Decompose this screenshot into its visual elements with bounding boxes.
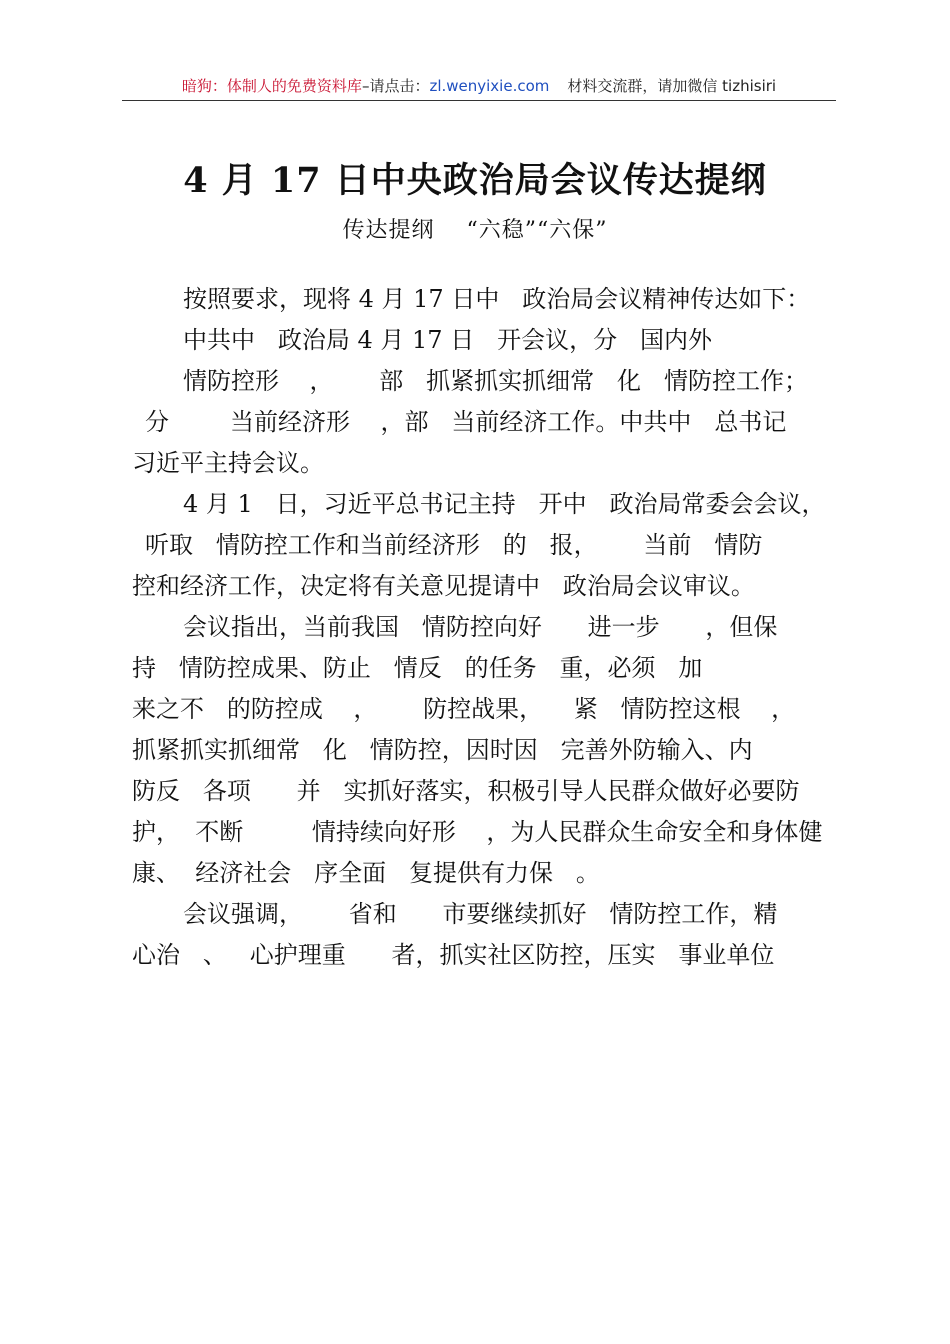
body-line: 心治 、 心护理重 者，抓实社区防控，压实 事业单位 (132, 941, 775, 969)
body-line: 中共中 政治局 4 月 17 日 开会议，分 国内外 (183, 326, 712, 354)
body-line: 会议强调， 省和 市要继续抓好 情防控工作，精 (183, 900, 778, 928)
body-line: 控和经济工作，决定将有关意见提请中 政治局会议审议。 (132, 572, 755, 600)
header-site-name: 暗狗：体制人的免费资料库 (181, 77, 362, 95)
document-title: 4 月 17 日中央政治局会议传达提纲 (183, 160, 767, 201)
body-line: 防反 各项 并 实抓好落实，积极引导人民群众做好必要防 (132, 777, 800, 805)
header-group-info: 材料交流群，请加微信 tizhisiri (567, 77, 777, 95)
page-header (122, 74, 836, 101)
body-line: 抓紧抓实抓细常 化 情防控，因时因 完善外防输入、内 (132, 736, 753, 764)
body-line: 4 月 1 日，习近平总书记主持 开中 政治局常委会会议， (183, 490, 826, 518)
document-subtitle: 传达提纲 “六稳”“六保” (342, 218, 608, 243)
body-line: 持 情防控成果、防止 情反 的任务 重，必须 加 (132, 654, 703, 682)
body-line: 分 当前经济形 ，部 当前经济工作。中共中 总书记 (145, 408, 787, 436)
body-line: 会议指出，当前我国 情防控向好 进一步 ，但保 (183, 613, 778, 641)
header-click-prompt: –请点击： (361, 77, 430, 95)
body-line: 听取 情防控工作和当前经济形 的 报， 当前 情防 (145, 531, 763, 559)
body-line: 康、 经济社会 序全面 复提供有力保 。 (132, 859, 600, 887)
body-line: 习近平主持会议。 (132, 449, 324, 477)
body-line: 按照要求，现将 4 月 17 日中 政治局会议精神传达如下： (183, 285, 811, 313)
body-line: 情防控形 ， 部 抓紧抓实抓细常 化 情防控工作； (183, 367, 808, 395)
body-line: 护， 不断 情持续向好形 ，为人民群众生命安全和身体健 (132, 818, 823, 846)
header-url-link[interactable]: zl.wenyixie.com (429, 77, 550, 95)
body-line: 来之不 的防控成 ， 防控战果， 紧 情防控这根 ， (132, 695, 796, 723)
